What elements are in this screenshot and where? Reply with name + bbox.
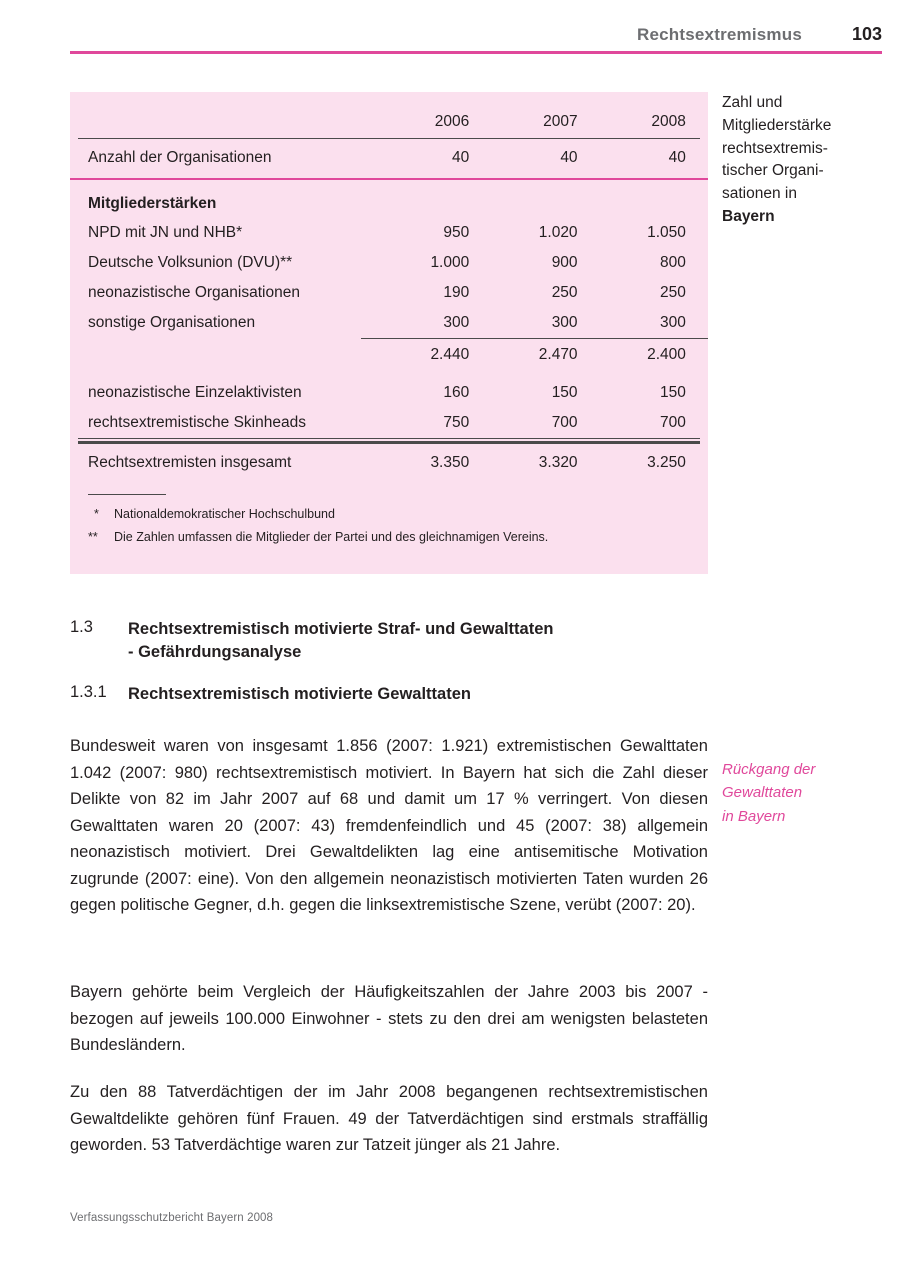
cell-other-orgs-2006: 300 (443, 314, 470, 331)
cell-organisations-2006: 40 (451, 149, 470, 166)
margin-note-line-1: Rückgang der (722, 761, 816, 778)
table-row-total (70, 442, 708, 484)
cell-npd-2008: 1.050 (647, 224, 686, 241)
page-title: Rechtsextremismus (637, 25, 802, 44)
table-section-heading-row (70, 180, 708, 218)
table-row-subtotal (70, 339, 708, 370)
table-spacer (70, 370, 708, 378)
margin-note-line-2: Gewalttaten (722, 784, 803, 802)
table-row (70, 139, 708, 178)
row-label-skinheads: rechtsextremistische Skinheads (88, 414, 306, 431)
cell-einzelaktivisten-2008: 150 (660, 384, 686, 401)
section-heading-mitgliederstaerken: Mitgliederstärken (88, 195, 217, 212)
heading-text-1-3: Rechtsextremistisch motivierte Straf- und Gewalttaten - Gefährdungsanalyse (128, 620, 554, 662)
caption-line-5: sationen in (722, 185, 797, 203)
table-row (70, 308, 708, 338)
cell-einzelaktivisten-2007: 150 (551, 384, 578, 401)
page-header-row (70, 24, 882, 51)
page-footer: Verfassungsschutzbericht Bayern 2008 (70, 1212, 274, 1224)
margin-note-line-3: in Bayern (722, 807, 786, 825)
cell-organisations-2007: 40 (560, 149, 578, 166)
cell-dvu-2008: 800 (660, 254, 686, 271)
cell-dvu-2007: 900 (551, 254, 578, 271)
cell-subtotal-2008: 2.400 (647, 346, 686, 363)
footnote-marker: * (94, 507, 99, 521)
row-label-total: Rechtsextremisten insgesamt (88, 454, 292, 471)
page-header (70, 24, 882, 54)
heading-section-1-3-1 (70, 683, 710, 706)
cell-other-orgs-2008: 300 (660, 314, 686, 331)
table-row (70, 278, 708, 308)
cell-neonazi-orgs-2008: 250 (660, 284, 686, 301)
column-header-2006: 2006 (434, 113, 470, 130)
table-row (70, 248, 708, 278)
cell-skinheads-2008: 700 (660, 414, 686, 431)
cell-other-orgs-2007: 300 (551, 314, 578, 331)
row-label-npd: NPD mit JN und NHB* (88, 224, 243, 241)
footnote-text: Nationaldemokratischer Hochschulbund (114, 507, 335, 521)
table-row (70, 408, 708, 438)
heading-number-1-3-1: 1.3.1 (70, 683, 107, 701)
header-rule (70, 51, 882, 54)
column-header-2008: 2008 (651, 113, 686, 130)
table-row (70, 218, 708, 248)
caption-line-3: rechtsextremis- (722, 139, 828, 157)
row-label-subtotal (70, 339, 361, 370)
row-label-organisations: Anzahl der Organisationen (88, 149, 272, 166)
cell-npd-2007: 1.020 (538, 224, 578, 241)
footnote-marker: ** (88, 530, 98, 545)
footnote-item (88, 528, 690, 547)
table-row (70, 378, 708, 408)
page-number: 103 (851, 24, 882, 44)
column-header-2007: 2007 (543, 113, 578, 130)
table-footnotes (70, 494, 708, 574)
body-paragraph-3: Zu den 88 Tatverdächtigen der im Jahr 2008 begangenen rechtsextremistischen Gewaltdelikte gehören fünf Frauen. 49 der Tatverdächtigen sind erstmals straffällig geworden. 53 Tatverdächtige waren zur Tatzeit jünger als 21 Jahre. (70, 1083, 708, 1155)
cell-skinheads-2007: 700 (551, 414, 578, 431)
cell-einzelaktivisten-2006: 160 (443, 384, 470, 401)
cell-subtotal-2007: 2.470 (538, 346, 578, 363)
cell-subtotal-2006: 2.440 (430, 346, 470, 363)
row-label-neonazi-orgs: neonazistische Organisationen (88, 284, 300, 301)
cell-npd-2006: 950 (443, 224, 470, 241)
table-caption (722, 92, 892, 229)
membership-table-block (70, 92, 708, 574)
row-label-einzelaktivisten: neonazistische Einzelaktivisten (88, 384, 302, 401)
table-header-row (70, 92, 708, 138)
cell-dvu-2006: 1.000 (430, 254, 470, 271)
cell-skinheads-2006: 750 (443, 414, 470, 431)
heading-section-1-3 (70, 618, 710, 665)
cell-organisations-2008: 40 (668, 149, 686, 166)
cell-total-2006: 3.350 (430, 454, 470, 471)
footnote-item (88, 505, 690, 524)
footnote-rule (88, 494, 166, 495)
body-paragraph-2: Bayern gehörte beim Vergleich der Häufigkeitszahlen der Jahre 2003 bis 2007 - bezogen auf jeweils 100.000 Einwohner - stets zu den drei am wenigsten belasteten Bundesländern. (70, 983, 708, 1055)
cell-neonazi-orgs-2006: 190 (443, 284, 470, 301)
caption-line-4: tischer Organi- (722, 162, 824, 180)
row-label-dvu: Deutsche Volksunion (DVU)** (88, 254, 293, 271)
body-paragraph-1: Bundesweit waren von insgesamt 1.856 (2007: 1.921) extremistischen Gewalttaten 1.042 (2007: 980) rechtsextremistisch motiviert. In Bayern hat sich die Zahl dieser Delikte von 82 im Jahr 2007 auf 68 und damit um 17 % verringert. Von diesen Gewalttaten waren 20 (2007: 43) fremdenfeindlich und 45 (2007: 38) allgemein neonazistisch motiviert. Drei Gewaltdelikten lag eine antisemitische Motivation zugrunde (2007: eine). Von den allgemein neonazistisch motivierten Taten wurden 26 gegen politische Gegner, d.h. gegen die linksextremistische Szene, verübt (2007: 20). (70, 737, 708, 915)
margin-note (722, 758, 892, 828)
membership-table (70, 92, 708, 484)
footnote-text: Die Zahlen umfassen die Mitglieder der Partei und des gleichnamigen Vereins. (114, 530, 549, 545)
caption-line-1: Zahl und (722, 94, 783, 111)
table-corner-cell (70, 92, 361, 138)
cell-neonazi-orgs-2007: 250 (551, 284, 578, 301)
caption-line-2: Mitgliederstärke (722, 116, 832, 134)
cell-total-2008: 3.250 (647, 454, 686, 471)
caption-line-bayern: Bayern (722, 207, 775, 225)
heading-number-1-3: 1.3 (70, 618, 93, 636)
heading-text-1-3-1: Rechtsextremistisch motivierte Gewalttaten (128, 685, 471, 703)
cell-total-2007: 3.320 (538, 454, 578, 471)
row-label-other-orgs: sonstige Organisationen (88, 314, 256, 331)
